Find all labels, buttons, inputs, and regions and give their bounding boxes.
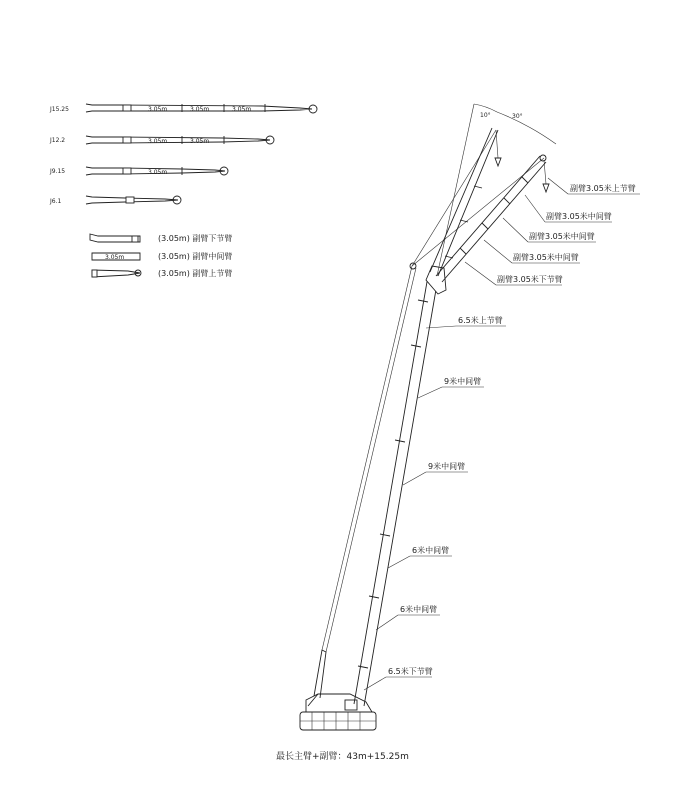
boom-callout-label: 9米中间臂 — [444, 377, 482, 386]
jib-section-label: 3.05m — [148, 106, 168, 113]
jib-section-label: 3.05m — [148, 138, 168, 145]
jib-section-label: 3.05m — [232, 106, 252, 113]
angle-label-large: 30° — [512, 113, 523, 120]
boom-callout-label: 6米中间臂 — [400, 605, 438, 614]
jib-section-label: 3.05m — [148, 169, 168, 176]
boom-callout-label: 6米中间臂 — [412, 546, 450, 555]
boom-callout-label: 9米中间臂 — [428, 462, 466, 471]
diagram-caption: 最长主臂+副臂：43m+15.25m — [276, 752, 409, 762]
jib-callouts — [465, 178, 640, 285]
boom-callout-label: 6.5米下节臂 — [388, 667, 433, 676]
legend-lower-section: (3.05m) 副臂下节臂 — [158, 234, 233, 243]
jib-callout-label: 副臂3.05米上节臂 — [570, 184, 636, 193]
jib-section-label: 3.05m — [190, 106, 210, 113]
legend-middle-section: (3.05m) 副臂中间臂 — [158, 252, 233, 261]
jib-config-label: J6.1 — [50, 198, 62, 205]
crane-main — [300, 104, 556, 730]
legend-upper-section: (3.05m) 副臂上节臂 — [158, 269, 233, 278]
jib-config-j12-2 — [49, 136, 274, 145]
jib-callout-label: 副臂3.05米中间臂 — [546, 212, 612, 221]
legend-section-label: 3.05m — [105, 254, 125, 261]
jib-legend — [90, 233, 232, 278]
jib-config-j15-25 — [49, 104, 317, 113]
angle-label-small: 10° — [480, 112, 491, 119]
jib-config-label: J12.2 — [50, 137, 66, 144]
boom-head — [426, 266, 446, 294]
boom-callouts — [364, 315, 506, 690]
jib-callout-label: 副臂3.05米下节臂 — [497, 275, 563, 284]
jib-callout-label: 副臂3.05米中间臂 — [513, 253, 579, 262]
jib-callout-label: 副臂3.05米中间臂 — [529, 232, 595, 241]
boom-callout-label: 6.5米上节臂 — [458, 316, 503, 325]
jib-config-j9-15 — [49, 167, 228, 176]
jib-config-label: J9.15 — [50, 168, 66, 175]
jib-config-label: J15.25 — [50, 106, 69, 113]
jib-section-label: 3.05m — [190, 138, 210, 145]
jib-config-j6-1 — [49, 196, 181, 205]
